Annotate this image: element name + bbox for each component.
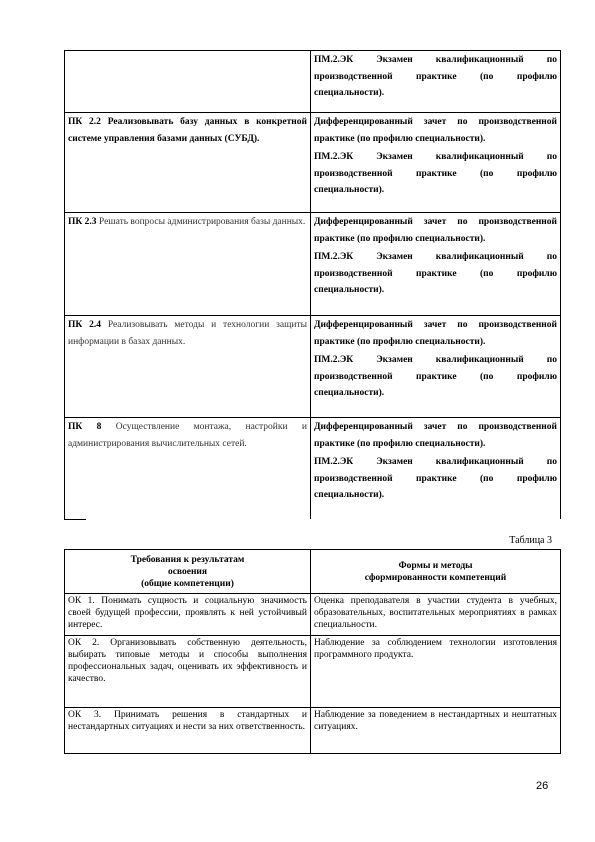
header-line: сформированности компетенций: [364, 572, 507, 583]
table-row: [65, 51, 561, 113]
header-line: Требования к результатам: [130, 554, 245, 565]
competency-text: Решать вопросы администрирования базы данных.: [98, 217, 306, 227]
competency-table-ok: [64, 549, 561, 754]
header-line: освоения: [167, 566, 208, 577]
table-end-rule: [64, 519, 86, 520]
assessment-form: Дифференцированный зачет по производственной практике (по профилю специальности).: [314, 422, 557, 449]
competency-text: Реализовывать базу данных в конкретной системе управления базами данных (СУБД).: [68, 117, 307, 144]
assessment-cell: [311, 113, 561, 213]
competency-code: ПК 2.2: [68, 117, 101, 127]
column-header-requirements: [65, 550, 311, 594]
competency-code: ПК 2.3: [68, 217, 97, 227]
competency-code: ПК 2.4: [68, 320, 101, 330]
competency-cell: [65, 316, 311, 418]
assessment-form: Дифференцированный зачет по производственной практике (по профилю специальности).: [314, 117, 557, 144]
method-cell: Наблюдение за соблюдением технологии изготовления программного продукта.: [311, 636, 561, 708]
assessment-cell: [311, 418, 561, 519]
method-cell: Оценка преподавателя в участии студента в учебных, образовательных, воспитательных мероприятиях в рамках специальности.: [311, 594, 561, 636]
assessment-cell: [311, 316, 561, 418]
assessment-cell: [311, 213, 561, 316]
competency-cell: [65, 51, 311, 113]
assessment-form: Дифференцированный зачет по производственной практике (по профилю специальности).: [314, 320, 557, 347]
header-line: (общие компетенции): [141, 578, 234, 589]
header-line: Формы и методы: [398, 560, 473, 571]
assessment-cell: [311, 51, 561, 113]
competency-text: Реализовывать методы и технологии защиты информации в базах данных.: [68, 320, 308, 347]
assessment-form: ПМ.2.ЭК Экзамен квалификационный по производственной практике (по профилю специальности).: [314, 55, 557, 98]
assessment-form: ПМ.2.ЭК Экзамен квалификационный по производственной практике (по профилю специальности).: [314, 355, 557, 398]
competency-cell: [65, 213, 311, 316]
assessment-form: ПМ.2.ЭК Экзамен квалификационный по производственной практике (по профилю специальности).: [314, 252, 557, 295]
assessment-form: ПМ.2.ЭК Экзамен квалификационный по производственной практике (по профилю специальности).: [314, 457, 557, 500]
table-row: [65, 594, 561, 636]
table-header-row: [65, 550, 561, 594]
table-row: [65, 708, 561, 754]
column-header-methods: [311, 550, 561, 594]
page-number: 26: [536, 780, 549, 792]
competency-code: ПК 8: [68, 422, 102, 432]
table-row: [65, 113, 561, 213]
requirement-cell: ОК 3. Принимать решения в стандартных и нестандартных ситуациях и нести за них ответственность.: [65, 708, 311, 754]
table-row: [65, 636, 561, 708]
table-row: [65, 316, 561, 418]
assessment-form: Дифференцированный зачет по производственной практике (по профилю специальности).: [314, 217, 557, 244]
competency-cell: [65, 418, 311, 519]
requirement-cell: ОК 2. Организовывать собственную деятельность, выбирать типовые методы и способы выполнения профессиональных задач, оценивать их эффективность и качество.: [65, 636, 311, 708]
assessment-form: ПМ.2.ЭК Экзамен квалификационный по производственной практике (по профилю специальности).: [314, 152, 557, 195]
competency-table-pk: [64, 50, 561, 519]
method-cell: Наблюдение за поведением в нестандартных и нештатных ситуациях.: [311, 708, 561, 754]
table-caption: Таблица 3: [509, 535, 552, 546]
requirement-cell: ОК 1. Понимать сущность и социальную значимость своей будущей профессии, проявлять к ней устойчивый интерес.: [65, 594, 311, 636]
table-row: [65, 213, 561, 316]
competency-text: Осуществление монтажа, настройки и администрирования вычислительных сетей.: [68, 422, 307, 449]
competency-cell: [65, 113, 311, 213]
table-row: [65, 418, 561, 519]
